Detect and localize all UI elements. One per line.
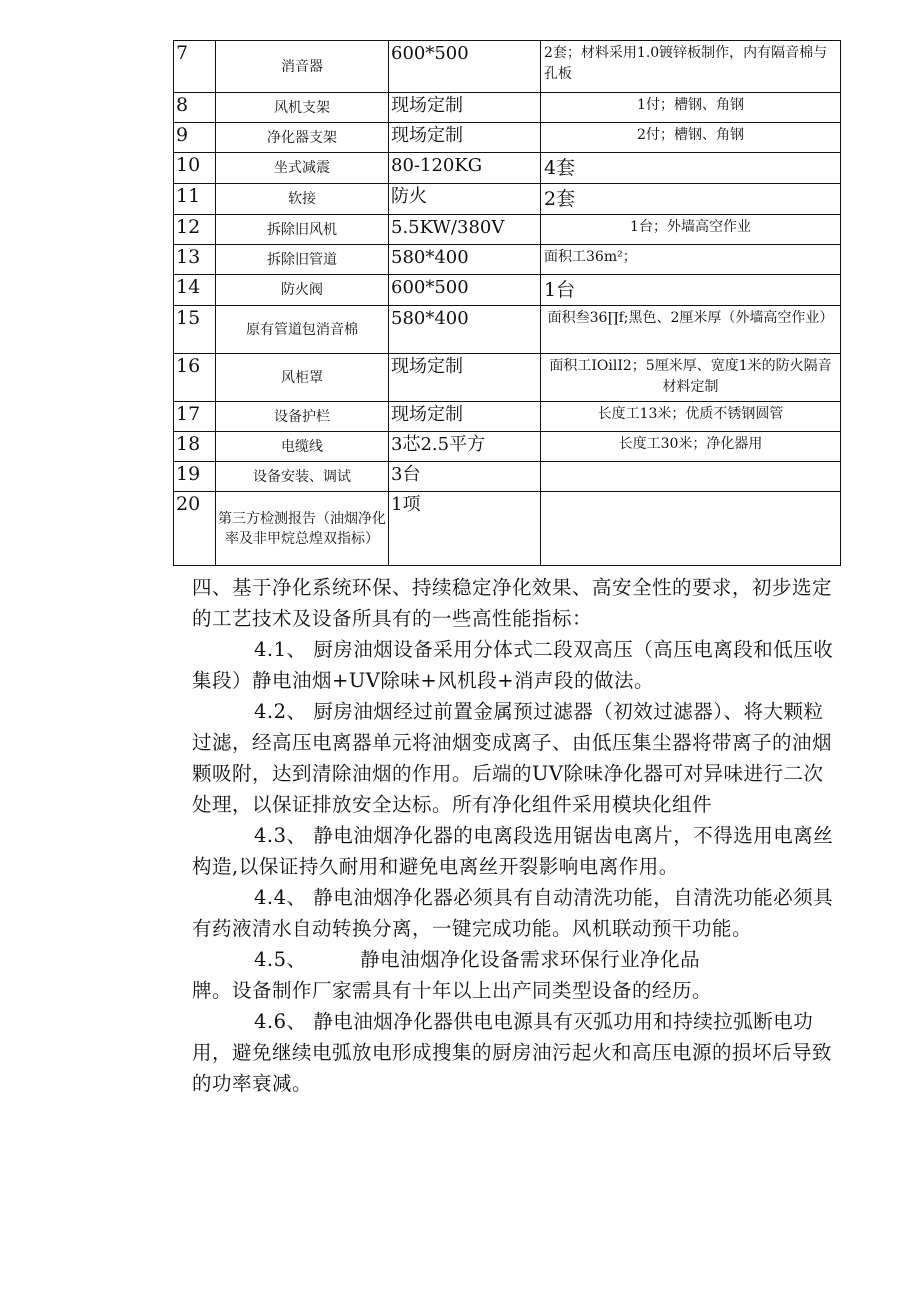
row-number: 11 — [174, 184, 216, 215]
item-name: 拆除旧管道 — [216, 245, 389, 275]
body-text — [192, 572, 842, 1099]
item-spec: 现场定制 — [389, 354, 541, 402]
item-name: 拆除旧风机 — [216, 215, 389, 245]
table-row — [174, 123, 841, 153]
row-number: 15 — [174, 306, 216, 354]
item-note: 2套 — [541, 184, 841, 215]
item-spec: 600*500 — [389, 275, 541, 306]
table-row — [174, 462, 841, 492]
paragraph-4-6: 4.6、 静电油烟净化器供电电源具有灭弧功用和持续拉弧断电功用，避免继续电弧放电形成搜集的厨房油污起火和高压电源的损坏后导致的功率衰减。 — [192, 1010, 833, 1095]
item-note: 4套 — [541, 153, 841, 184]
item-name: 风柜罩 — [216, 354, 389, 402]
item-name: 软接 — [216, 184, 389, 215]
item-spec: 600*500 — [389, 41, 541, 93]
item-note: 面积工IOilI2；5厘米厚、宽度1米的防火隔音材料定制 — [541, 354, 841, 402]
item-spec: 现场定制 — [389, 123, 541, 153]
item-note: 面积工36m²； — [541, 245, 841, 275]
item-spec: 1项 — [389, 492, 541, 566]
item-spec: 580*400 — [389, 306, 541, 354]
item-name: 消音器 — [216, 41, 389, 93]
item-note: 面积叁36∏f;黑色、2厘米厚（外墙高空作业） — [541, 306, 841, 354]
item-spec: 5.5KW/380V — [389, 215, 541, 245]
table-row — [174, 402, 841, 432]
item-name: 电缆线 — [216, 432, 389, 462]
row-number: 8 — [174, 93, 216, 123]
row-number: 17 — [174, 402, 216, 432]
table-row — [174, 41, 841, 93]
table-row — [174, 432, 841, 462]
item-name: 设备安装、调试 — [216, 462, 389, 492]
table-row — [174, 215, 841, 245]
item-name: 净化器支架 — [216, 123, 389, 153]
paragraph-4-5-line2: 牌。设备制作厂家需具有十年以上出产同类型设备的经历。 — [192, 979, 713, 1002]
item-note: 长度工13米；优质不锈钢圆管 — [541, 402, 841, 432]
row-number: 16 — [174, 354, 216, 402]
item-note: 1台 — [541, 275, 841, 306]
row-number: 20 — [174, 492, 216, 566]
row-number: 7 — [174, 41, 216, 93]
item-spec: 3台 — [389, 462, 541, 492]
item-spec: 3芯2.5平方 — [389, 432, 541, 462]
item-spec: 防火 — [389, 184, 541, 215]
item-note: 长度工30米；净化器用 — [541, 432, 841, 462]
row-number: 14 — [174, 275, 216, 306]
item-name: 防火阀 — [216, 275, 389, 306]
item-note: 2套；材料采用1.0镀锌板制作，内有隔音棉与孔板 — [541, 41, 841, 93]
item-spec: 580*400 — [389, 245, 541, 275]
item-name: 风机支架 — [216, 93, 389, 123]
item-spec: 现场定制 — [389, 93, 541, 123]
table-row — [174, 275, 841, 306]
row-number: 19 — [174, 462, 216, 492]
paragraph-4-1: 4.1、 厨房油烟设备采用分体式二段双高压（高压电离段和低压收集段）静电油烟+UV除味+风机段+消声段的做法。 — [192, 638, 834, 692]
equipment-table — [173, 40, 841, 566]
item-note — [541, 492, 841, 566]
table-row — [174, 245, 841, 275]
table-row — [174, 93, 841, 123]
table-row — [174, 354, 841, 402]
item-spec: 现场定制 — [389, 402, 541, 432]
item-spec: 80-120KG — [389, 153, 541, 184]
item-name: 原有管道包消音棉 — [216, 306, 389, 354]
row-number: 9 — [174, 123, 216, 153]
item-note: 2付；槽钢、角钢 — [541, 123, 841, 153]
table-row — [174, 306, 841, 354]
row-number: 12 — [174, 215, 216, 245]
item-name: 第三方检测报告（油烟净化率及非甲烷总煌双指标） — [216, 492, 389, 566]
table-row — [174, 184, 841, 215]
item-note: 1付；槽钢、角钢 — [541, 93, 841, 123]
section-heading: 四、基于净化系统环保、持续稳定净化效果、高安全性的要求，初步选定的工艺技术及设备所具有的一些高性能指标： — [192, 576, 833, 630]
paragraph-4-4: 4.4、 静电油烟净化器必须具有自动清洗功能，自清洗功能必须具有药液清水自动转换分离，一键完成功能。风机联动预干功能。 — [192, 886, 834, 940]
table-row — [174, 492, 841, 566]
paragraph-4-5-line1: 4.5、 静电油烟净化设备需求环保行业净化品 — [254, 948, 701, 971]
row-number: 10 — [174, 153, 216, 184]
row-number: 18 — [174, 432, 216, 462]
row-number: 13 — [174, 245, 216, 275]
paragraph-4-2: 4.2、 厨房油烟经过前置金属预过滤器（初效过滤器）、将大颗粒过滤，经高压电离器单元将油烟变成离子、由低压集尘器将带离子的油烟颗吸附，达到清除油烟的作用。后端的UV除味净化器可对异味进行二次处理，以保证排放安全达标。所有净化组件采用模块化组件 — [192, 700, 833, 816]
item-name: 设备护栏 — [216, 402, 389, 432]
paragraph-4-3: 4.3、 静电油烟净化器的电离段选用锯齿电离片，不得选用电离丝构造,以保证持久耐用和避免电离丝开裂影响电离作用。 — [192, 824, 834, 878]
table-row — [174, 153, 841, 184]
item-name: 坐式减震 — [216, 153, 389, 184]
item-note: 1台；外墙高空作业 — [541, 215, 841, 245]
item-note — [541, 462, 841, 492]
